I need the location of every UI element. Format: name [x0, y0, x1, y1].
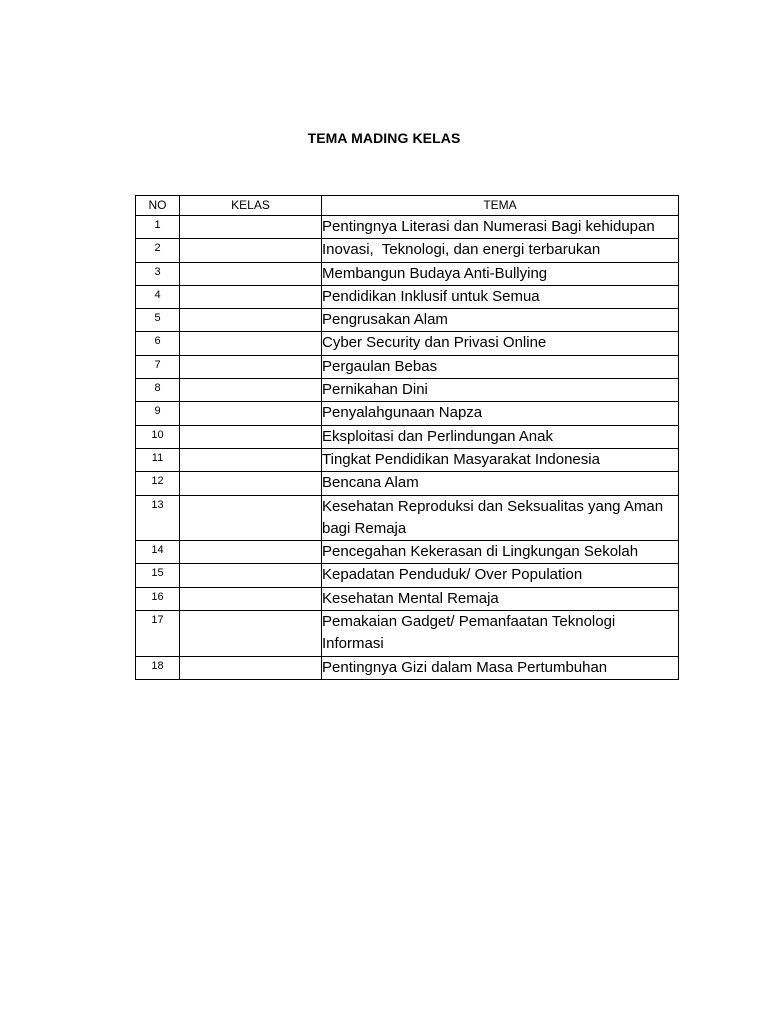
row-kelas [180, 332, 322, 355]
row-kelas [180, 472, 322, 495]
table-row [136, 285, 679, 308]
row-no: 13 [136, 495, 180, 541]
table-row [136, 587, 679, 610]
row-kelas [180, 262, 322, 285]
row-tema: Pemakaian Gadget/ Pemanfaatan Teknologi Informasi [322, 611, 679, 657]
table-row [136, 402, 679, 425]
row-no: 2 [136, 239, 180, 262]
row-tema: Penyalahgunaan Napza [322, 402, 679, 425]
row-no: 10 [136, 425, 180, 448]
row-no: 8 [136, 379, 180, 402]
row-no: 15 [136, 564, 180, 587]
row-no: 6 [136, 332, 180, 355]
table-row [136, 309, 679, 332]
table-row [136, 379, 679, 402]
row-kelas [180, 495, 322, 541]
tema-table [135, 195, 679, 680]
row-kelas [180, 239, 322, 262]
row-kelas [180, 285, 322, 308]
row-tema: Cyber Security dan Privasi Online [322, 332, 679, 355]
row-no: 12 [136, 472, 180, 495]
table-row [136, 262, 679, 285]
row-kelas [180, 564, 322, 587]
row-no: 3 [136, 262, 180, 285]
table-row [136, 216, 679, 239]
row-tema: Inovasi, Teknologi, dan energi terbarukan [322, 239, 679, 262]
table-row [136, 332, 679, 355]
row-no: 11 [136, 448, 180, 471]
row-no: 17 [136, 611, 180, 657]
row-tema: Pentingnya Literasi dan Numerasi Bagi kehidupan [322, 216, 679, 239]
row-no: 1 [136, 216, 180, 239]
row-tema: Pencegahan Kekerasan di Lingkungan Sekolah [322, 541, 679, 564]
table-row [136, 239, 679, 262]
row-kelas [180, 611, 322, 657]
row-kelas [180, 587, 322, 610]
page-title: TEMA MADING KELAS [307, 130, 461, 146]
row-no: 4 [136, 285, 180, 308]
header-tema: TEMA [322, 196, 679, 216]
row-tema: Pendidikan Inklusif untuk Semua [322, 285, 679, 308]
table-row [136, 355, 679, 378]
table-row [136, 656, 679, 679]
table-header-row [136, 196, 679, 216]
row-tema: Pengrusakan Alam [322, 309, 679, 332]
row-kelas [180, 656, 322, 679]
row-kelas [180, 355, 322, 378]
row-kelas [180, 216, 322, 239]
row-tema: Kesehatan Mental Remaja [322, 587, 679, 610]
row-kelas [180, 541, 322, 564]
row-tema: Tingkat Pendidikan Masyarakat Indonesia [322, 448, 679, 471]
row-tema: Kepadatan Penduduk/ Over Population [322, 564, 679, 587]
row-tema: Eksploitasi dan Perlindungan Anak [322, 425, 679, 448]
row-no: 7 [136, 355, 180, 378]
row-tema: Membangun Budaya Anti-Bullying [322, 262, 679, 285]
table-row [136, 425, 679, 448]
row-kelas [180, 448, 322, 471]
row-tema: Pentingnya Gizi dalam Masa Pertumbuhan [322, 656, 679, 679]
header-kelas: KELAS [180, 196, 322, 216]
row-no: 14 [136, 541, 180, 564]
row-kelas [180, 379, 322, 402]
row-tema: Pernikahan Dini [322, 379, 679, 402]
header-no: NO [136, 196, 180, 216]
table-row [136, 564, 679, 587]
table-row [136, 541, 679, 564]
table-row [136, 495, 679, 541]
table-row [136, 472, 679, 495]
row-no: 16 [136, 587, 180, 610]
row-no: 5 [136, 309, 180, 332]
row-no: 9 [136, 402, 180, 425]
row-no: 18 [136, 656, 180, 679]
row-tema: Pergaulan Bebas [322, 355, 679, 378]
row-kelas [180, 402, 322, 425]
row-kelas [180, 309, 322, 332]
table-row [136, 611, 679, 657]
row-tema: Kesehatan Reproduksi dan Seksualitas yang Aman bagi Remaja [322, 495, 679, 541]
row-tema: Bencana Alam [322, 472, 679, 495]
table-row [136, 448, 679, 471]
row-kelas [180, 425, 322, 448]
